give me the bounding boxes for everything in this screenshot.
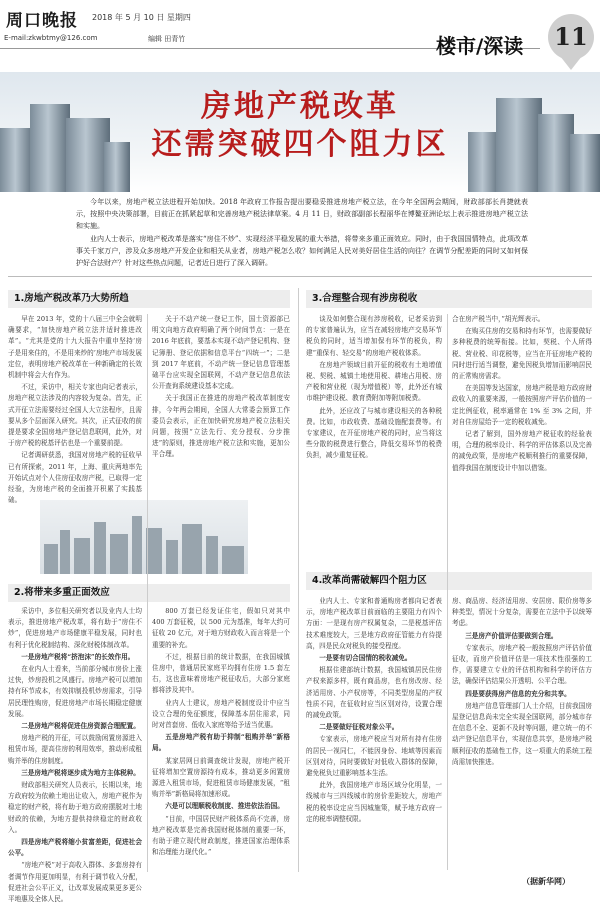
paragraph: 不过，采访中，相关专家也向记者表示，房地产税立法涉及的内容较为复杂。首先，正式开征立法需要经过全国人大立法程序，且需要从多个层面深入研究。其次，正式征收的前提是要求全国房地产登记信息联网，此外，对于房产税的税基评估也是一个重要前提。 <box>8 383 142 448</box>
column-divider <box>447 314 448 870</box>
paragraph: 采访中，多位相关研究者以及业内人士均表示，推进房地产税改革，将有助于“房住不炒”，促进房地产市场健康平稳发展，同时也有利于优化税制结构、深化财税体制改革。 <box>8 607 142 649</box>
paragraph: 二是要做好征税对象公平。 <box>319 723 399 732</box>
article-column-1 <box>8 314 142 505</box>
paragraph: 三是房产价值评估要做到合理。 <box>465 631 558 640</box>
section-heading-1: 1.房地产税改革乃大势所趋 <box>8 290 290 308</box>
paragraph: 一是房地产税将“挤泡沫”的长效作用。 <box>21 652 135 661</box>
paragraph: 房、商品房、经济适用房、安居房、限价房等多种类型，情况十分复杂，需要在立法中予以统筹考虑。 <box>452 597 592 628</box>
paragraph: 专家表示，房地产税应当对所有持有住房的居民一视同仁，不能因身份、地域等因素而区别对待，同时要做好对低收入群体的保障，避免税负过重影响基本生活。 <box>306 735 442 778</box>
paragraph: 业内人士、专家和普通购房者都向记者表示，房地产税改革目前面临的主要阻力有四个方面：一是现有房产权属复杂，二是税基评估技术难度较大，三是地方政府征管能力有待提高，四是民众对税负的接受程度。 <box>306 597 442 650</box>
headline-line-2: 还需突破四个阻力区 <box>151 127 449 162</box>
issue-date: 2018 年 5 月 10 日 星期四 <box>92 13 191 22</box>
paragraph: 谈及如何整合现有涉房税收，记者采访到的专家普遍认为，应当在减轻房地产交易环节税负的同时，适当增加保有环节的税负，构建“重保有、轻交易”的房地产税收体系。 <box>306 315 442 357</box>
column-divider <box>298 288 299 872</box>
contact-email[interactable]: E-mail:zkwbtmy@126.com <box>4 34 98 42</box>
page-number: 11 <box>554 22 588 51</box>
paragraph: 某家居网日前调查统计发现，房地产税开征将增加空置房源持有成本，推动更多闲置房源进入租赁市场，促进租赁市场健康发展，“租购并举”新格局将加速形成。 <box>152 756 290 799</box>
article-column-7 <box>306 596 442 874</box>
paragraph: 房地产信息管理部门人士介绍，目前我国房屋登记信息尚未完全实现全国联网，部分城市存在信息不全、更新不及时等问题，建立统一的不动产登记信息平台，实现信息共享，是房地产税顺利征收的基础性工作，这一项重大的系统工程尚需加快推进。 <box>452 701 592 766</box>
paragraph: 根据住建部统计数据，我国城镇居民住房产权来源多样，既有商品房，也有房改房、经济适用房、小产权房等，不同类型房屋的产权性质不同，在征收时应当区别对待，设置合理的减免政策。 <box>306 666 442 720</box>
paragraph: 六是可以理顺税收制度、推进依法治国。 <box>165 802 284 811</box>
paragraph: 关于不动产统一登记工作，国土资源部已明文向地方政府明确了两个时间节点：一是在 2016 年底前，要基本实现不动产登记机构、登记簿册、登记依据和信息平台“四统一”；二是到 2017 年底前，不动产统一登记信息管理基础平台应实现全国联网，不动产登记信息依法公开查询系统建设基本完成。 <box>152 315 290 391</box>
paragraph: 二是房地产税将促进住房资源合理配置。 <box>21 722 140 731</box>
paragraph: 早在 2013 年，党的十八届三中全会就明确要求，“加快房地产税立法并适时推进改革”。“尤其是党的十九大报告中重申坚持‘房子是用来住的，不是用来炒的’房地产市场发展定位，表明房地产税改革在一种新确定的长效机制中将会大有作为。 <box>8 315 142 380</box>
paragraph: 此外，还应改了与城市建设相关的各种税费。比如，市政收费、基础设施配套费等。有专家建议，在开征房地产税的同时，应当将这些分散的税费进行整合，降低交易环节的税费负担，减少重复征税。 <box>306 406 442 460</box>
paragraph: 四是房地产税将缩小贫富差距，促进社会公平。 <box>8 838 142 858</box>
paragraph: 合在房产税当中，”胡光辉表示。 <box>452 315 545 323</box>
article-column-2 <box>152 314 290 496</box>
paragraph: 三是房地产税将逐步成为地方主体税种。 <box>21 768 140 777</box>
headline-line-1: 房地产税改革 <box>201 89 399 124</box>
paragraph: 不过，根据目前的统计数据，在我国城镇住房中，普通居民家庭平均拥有住房 1.5 套左右，这也意味着房地产税征收后，大部分家庭都将涉及其中。 <box>152 652 290 695</box>
article-column-3 <box>8 606 142 904</box>
paragraph: 一是要有切合国情的税收减免。 <box>319 654 412 663</box>
paragraph: 记者了解到，国外房地产税征收的经验表明，合理的税率设计、科学的评估体系以及完善的减免政策，是房地产税顺利推行的重要保障，值得我国在制度设计中加以借鉴。 <box>452 430 592 472</box>
masthead-logo: 周口晚报 <box>6 11 78 31</box>
section-title: 楼市/深读 <box>436 34 524 58</box>
city-skyline-photo <box>40 500 248 574</box>
page-header <box>0 0 600 70</box>
article-column-4 <box>152 606 290 872</box>
paragraph: 专家表示，房地产税一般按照房产评估价值征收，而房产价值评估是一项技术性很强的工作，需要建立专业的评估机构和科学的评估方法，确保评估结果公开透明、公平合理。 <box>452 643 592 686</box>
paragraph: 房地产税的开征，可以鼓励闲置房源进入租赁市场，提高住房的利用效率，推动形成租购并举的住房制度。 <box>8 734 142 765</box>
section-heading-2: 2.将带来多重正面效应 <box>8 584 290 602</box>
article-column-8 <box>452 596 592 866</box>
paragraph: 此外，我国房地产市场区域分化明显，一线城市与三四线城市的房价差距较大，房地产税的税率设定应当因城施策，赋予地方政府一定的税率调整权限。 <box>306 781 442 823</box>
headline <box>120 88 480 164</box>
section-heading-3: 3.合理整合现有涉房税收 <box>306 290 592 308</box>
paragraph: 记者调研获悉，我国对房地产税的征收早已有所探索，2011 年，上海、重庆两地率先开始试点对个人住房征收房产税，已取得一定经验，为房地产税的全面推开积累了实践基础。 <box>8 451 142 505</box>
intro-paragraph-1: 今年以来，房地产税立法进程开始加快。2018 年政府工作报告提出要稳妥推进房地产税立法，在今年全国两会期间，财政部部长肖捷就表示，按照中央决策部署，目前正在抓紧起草和完善房地产税法律草案。4 月 11 日，财政部副部长程丽华在博鳌亚洲论坛上表示推进房地产税立法和实施。 <box>76 198 528 230</box>
paragraph: 在房地产领域目前开征的税收有土地增值税、契税、城镇土地使用税、耕地占用税、房产税和营业税（现为增值税）等，此外还有城市维护建设税、教育费附加等附加税费。 <box>306 360 442 403</box>
paragraph: 在业内人士看来，当前部分城市房价上涨过快，炒房投机之风盛行。房地产税可以增加持有环节成本，有效抑制投机炒房需求，引导居民理性购房，促进房地产市场长期稳定健康发展。 <box>8 665 142 718</box>
paragraph: “目前，中国居民财产税体系尚不完善，房地产税改革是完善我国财税体制的重要一环，有助于建立现代财政制度，推进国家治理体系和治理能力现代化。” <box>152 814 290 857</box>
paragraph: 财政部相关研究人员表示，长期以来，地方政府较为依赖土地出让收入，房地产税作为稳定的财产税，将有助于地方政府摆脱对土地财政的依赖，为地方提供持续稳定的财政收入。 <box>8 781 142 834</box>
article-column-6 <box>452 314 592 566</box>
source-credit: （据新华网） <box>522 877 570 886</box>
paragraph: “房地产税”对于高收入群体、多套房持有者调节作用更加明显，有利于调节收入分配，促进社会公平正义，让改革发展成果更多更公平地惠及全体人民。 <box>8 861 142 904</box>
paragraph: 四是要获得房产信息的充分和共享。 <box>465 689 571 698</box>
article-column-5 <box>306 314 442 566</box>
section-heading-4: 4.改革尚需破解四个阻力区 <box>306 572 592 590</box>
paragraph: 五是房地产税有助于抑制“租购并举”新格局。 <box>152 733 290 753</box>
column-divider <box>147 314 148 872</box>
paragraph: 在购买住房的交易和持有环节，也需要做好多种税费的统筹衔接。比如，契税、个人所得税、营业税、印花税等，应当在开征房地产税的同时进行适当调整，避免因税负增加而影响居民的正常购房需求。 <box>452 327 592 381</box>
intro-paragraph-2: 业内人士表示，房地产税改革是落实“房住不炒”、实现经济平稳发展的重大举措，将带来多重正面效应。同时，由于我国国情特点，此项改革事关千家万户，涉及众多房地产开发企业和相关从业者，房地产税怎么收？如何满足人民对美好居住生活的向往？在调节分配差距的同时又如何保护好合法财产？针对这些热点问题，记者近日进行了深入调研。 <box>76 235 528 267</box>
paragraph: 在美国等发达国家，房地产税是地方政府财政收入的重要来源，一般按照房产评估价值的一定比例征收，税率通常在 1% 至 3% 之间，并对自住房屋给予一定的税收减免。 <box>452 384 592 426</box>
skyscraper-image-left <box>0 128 34 192</box>
intro-paragraphs <box>76 196 528 269</box>
editor-credit: 编辑 田青竹 <box>148 35 186 43</box>
paragraph: 800 万套已经发证住宅，假如只对其中 400 万套征税，以 500 元为基准，每年大约可征收 20 亿元，对于地方财政收入而言将是一个重要的补充。 <box>152 607 290 649</box>
intro-divider <box>8 276 592 277</box>
paragraph: 关于我国正在推进的房地产税改革制度安排，今年两会期间，全国人大常委会预算工作委员会表示，正在加快研究房地产税立法相关问题，按照“立法先行、充分授权、分步推进”的原则，推进房地产税立法和实施，更加公平合理。 <box>152 394 290 459</box>
paragraph: 业内人士建议，房地产税制度设计中应当设立合理的免征额度，保障基本居住需求，同时对首套房、低收入家庭等给予适当优惠。 <box>152 698 290 730</box>
